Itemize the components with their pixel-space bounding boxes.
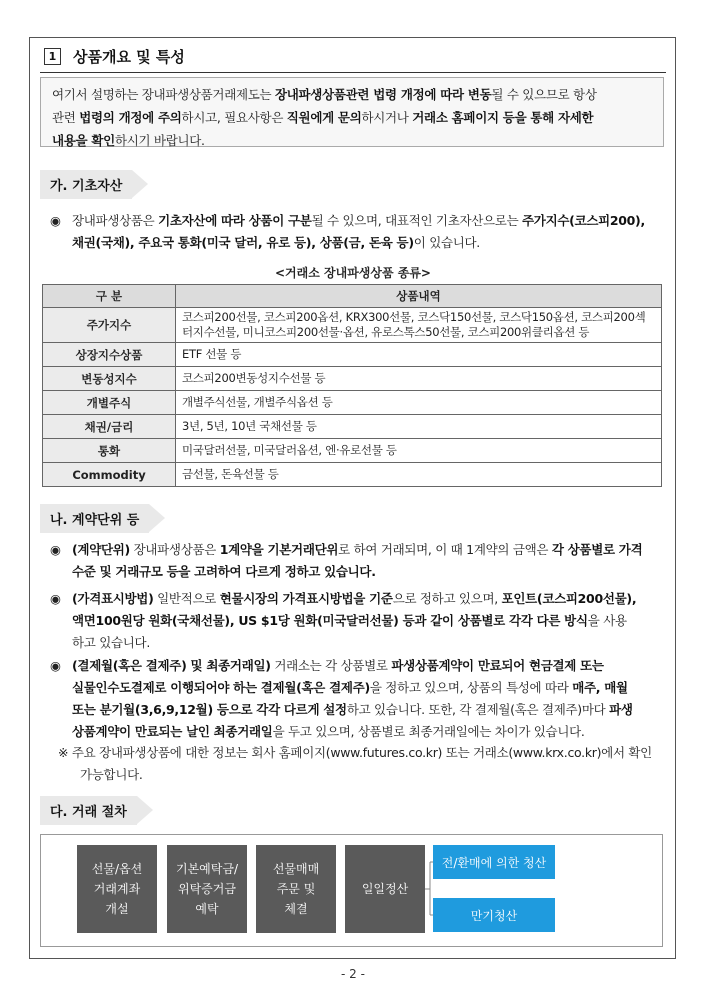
row-category: 변동성지수 <box>43 367 176 391</box>
subheading-underlying: 가. 기초자산 <box>40 170 132 199</box>
notice-line-2: 관련 법령의 개정에 주의하시고, 필요사항은 직원에게 문의하시거나 거래소 홈페이지 등을 통해 자세한 <box>52 110 594 125</box>
header-detail: 상품내역 <box>176 285 662 308</box>
row-category: 채권/금리 <box>43 415 176 439</box>
row-detail: 코스피200변동성지수선물 등 <box>176 367 662 391</box>
row-detail: 금선물, 돈육선물 등 <box>176 463 662 487</box>
section-number: 1 <box>44 48 61 65</box>
step-daily-settlement: 일일정산 <box>345 845 425 933</box>
header-category: 구 분 <box>43 285 176 308</box>
table-caption: <거래소 장내파생상품 종류> <box>275 266 431 280</box>
row-detail: 미국달러선물, 미국달러옵션, 엔·유로선물 등 <box>176 439 662 463</box>
notice-line-3: 내용을 확인하시기 바랍니다. <box>52 133 205 148</box>
bullet-contract-unit: ◉ (계약단위) 장내파생상품은 1계약을 기본거래단위로 하여 거래되며, 이 때 1계약의 금액은 각 상품별로 가격 수준 및 거래규모 등을 고려하여 다르게 정하고 있습니다. <box>50 539 662 583</box>
row-detail: 3년, 5년, 10년 국채선물 등 <box>176 415 662 439</box>
row-category: Commodity <box>43 463 176 487</box>
bullet-mark-icon: ◉ <box>50 591 61 606</box>
step-open-account: 선물/옵션 거래계좌 개설 <box>77 845 157 933</box>
section-title-text: 상품개요 및 특성 <box>73 48 185 66</box>
subheading-contract-unit: 나. 계약단위 등 <box>40 504 149 533</box>
outcome-offset-liquidation: 전/환매에 의한 청산 <box>433 845 555 879</box>
row-category: 상장지수상품 <box>43 343 176 367</box>
step-order: 선물매매 주문 및 체결 <box>256 845 336 933</box>
bullet-underlying: ◉ 장내파생상품은 기초자산에 따라 상품이 구분될 수 있으며, 대표적인 기초자산으로는 주가지수(코스피200), 채권(국채), 주요국 통화(미국 달러, 유로 등), 상품(금, 돈육 등)이 있습니다. <box>50 210 662 254</box>
row-detail: 코스피200선물, 코스피200옵션, KRX300선물, 코스닥150선물, 코스닥150옵션, 코스피200섹터지수선물, 미니코스피200선물·옵션, 유로스톡스50선물, 코스피200위클리옵션 등 <box>176 308 662 343</box>
bullet-price-method: ◉ (가격표시방법) 일반적으로 현물시장의 가격표시방법을 기준으로 정하고 있으며, 포인트(코스피200선물), 액면100원당 원화(국채선물), US $1당 원화(미국달러선물) 등과 같이 상품별로 각각 다른 방식을 사용 하고 있습니다. <box>50 588 662 654</box>
row-category: 개별주식 <box>43 391 176 415</box>
notice-line-1: 여기서 설명하는 장내파생상품거래제도는 장내파생상품관련 법령 개정에 따라 변동될 수 있으므로 항상 <box>52 87 597 102</box>
subheading-procedure: 다. 거래 절차 <box>40 796 137 825</box>
bullet-mark-icon: ◉ <box>50 213 61 228</box>
outcome-expiry-liquidation: 만기청산 <box>433 898 555 932</box>
row-detail: ETF 선물 등 <box>176 343 662 367</box>
row-detail: 개별주식선물, 개별주식옵션 등 <box>176 391 662 415</box>
footnote-line-2: 가능합니다. <box>80 767 143 782</box>
page-number: - 2 - <box>341 967 365 981</box>
bullet-mark-icon: ◉ <box>50 542 61 557</box>
bullet-settlement: ◉ (결제월(혹은 결제주) 및 최종거래일) 거래소는 각 상품별로 파생상품계약이 만료되어 현금결제 또는 실물인수도결제로 이행되어야 하는 결제월(혹은 결제주)을 정하고 있으며, 상품의 특성에 따라 매주, 매월 또는 분기월(3,6,9,12월) 등으로 각각 다르게 설정하고 있습니다. 또한, 각 결제월(혹은 결제주)마다 파생 상품계약이 만료되는 날인 최종거래일을 두고 있으며, 상품별로 최종거래일에는 차이가 있습니다. <box>50 655 662 743</box>
row-category: 주가지수 <box>43 308 176 343</box>
step-deposit: 기본예탁금/ 위탁증거금 예탁 <box>167 845 247 933</box>
bullet-mark-icon: ◉ <box>50 658 61 673</box>
row-category: 통화 <box>43 439 176 463</box>
footnote-mark: ※ <box>58 745 69 760</box>
footnote-line-1: 주요 장내파생상품에 대한 정보는 회사 홈페이지(www.futures.co.kr) 또는 거래소(www.krx.co.kr)에서 확인 <box>71 745 652 760</box>
